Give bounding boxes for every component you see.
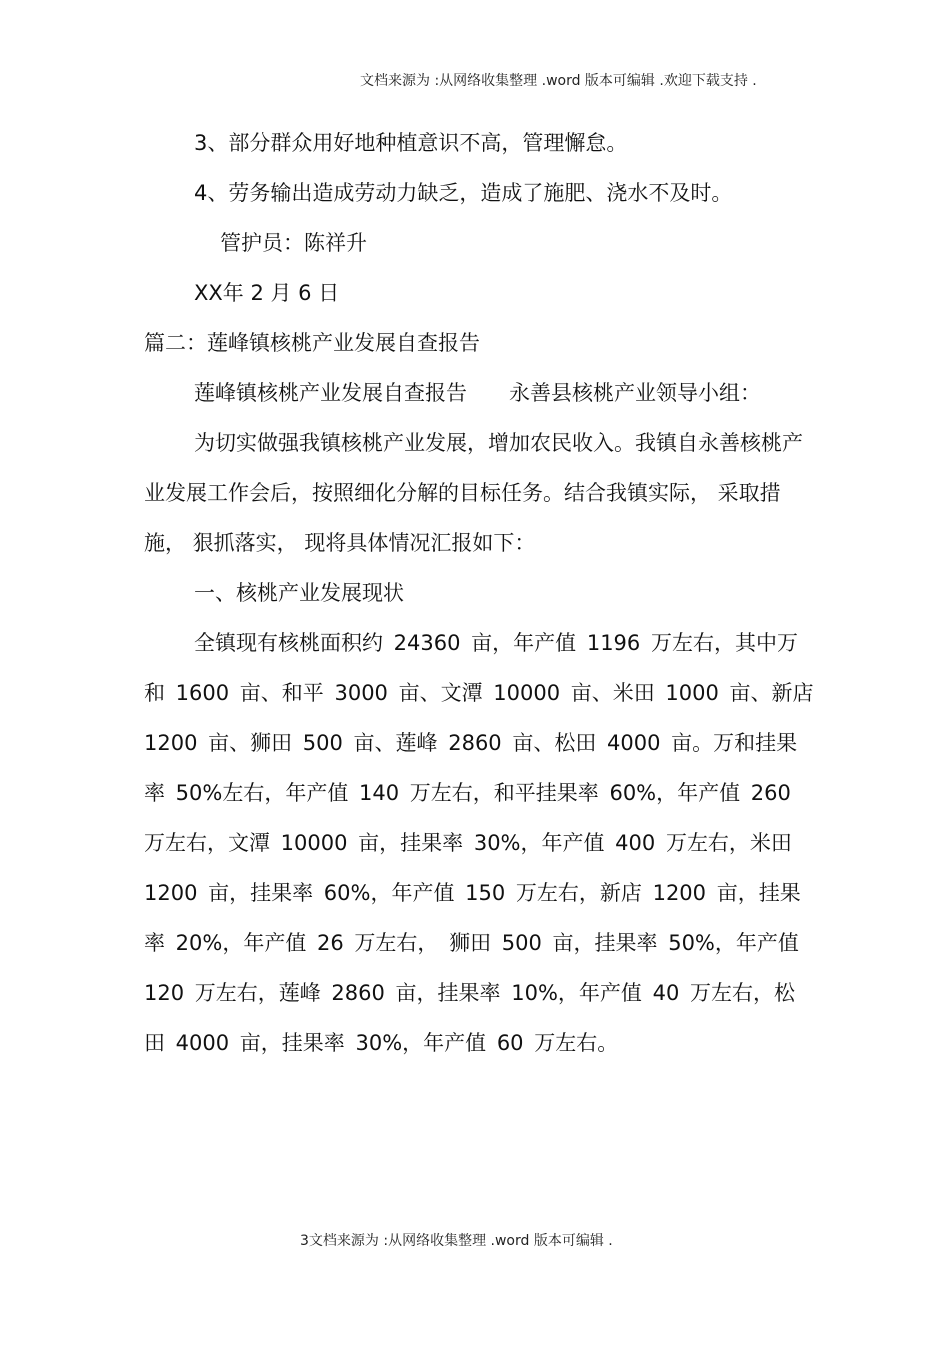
status-paragraph: 全镇现有核桃面积约 24360 亩，年产值 1196 万左右，其中万和 1600 亩、和平 3000 亩、文潭 10000 亩、米田 1000 亩、新店 1200 亩、狮田 500 亩、莲峰 2860 亩、松田 4000 亩。万和挂果率 50%左右，年产值 140 万左右，和平挂果率 60%，年产值 260 万左右，文潭 10000 亩，挂果率 30%，年产值 400 万左右，米田 1200 亩，挂果率 60%，年产值 150 万左右，新店 1200 亩，挂果率 20%，年产值 26 万左右， 狮田 500 亩，挂果率 50%，年产值 120 万左右，莲峰 2860 亩，挂果率 10%，年产值 40 万左右，松田 4000 亩，挂果率 30%，年产值 60 万左右。: [144, 631, 814, 1055]
page-header: 文档来源为 :从网络收集整理 .word 版本可编辑 .欢迎下载支持 .: [360, 73, 757, 89]
section-title: 篇二：莲峰镇核桃产业发展自查报告: [144, 331, 480, 355]
report-title-addressee: 莲峰镇核桃产业发展自查报告 永善县核桃产业领导小组：: [194, 381, 761, 405]
paragraph-item-4: 4、劳务输出造成劳动力缺乏，造成了施肥、浇水不及时。: [194, 181, 733, 205]
paragraph-item-3: 3、部分群众用好地种植意识不高，管理懈怠。: [194, 131, 628, 155]
page-footer: 3文档来源为 :从网络收集整理 .word 版本可编辑 .: [300, 1233, 613, 1249]
document-body: [144, 118, 814, 1068]
subsection-heading: 一、核桃产业发展现状: [194, 581, 404, 605]
document-date: XX年 2 月 6 日: [194, 281, 340, 305]
intro-paragraph: 为切实做强我镇核桃产业发展，增加农民收入。我镇自永善核桃产业发展工作会后，按照细化分解的目标任务。结合我镇实际， 采取措施， 狠抓落实， 现将具体情况汇报如下：: [144, 431, 803, 555]
caretaker-signature: 管护员：陈祥升: [220, 231, 367, 255]
